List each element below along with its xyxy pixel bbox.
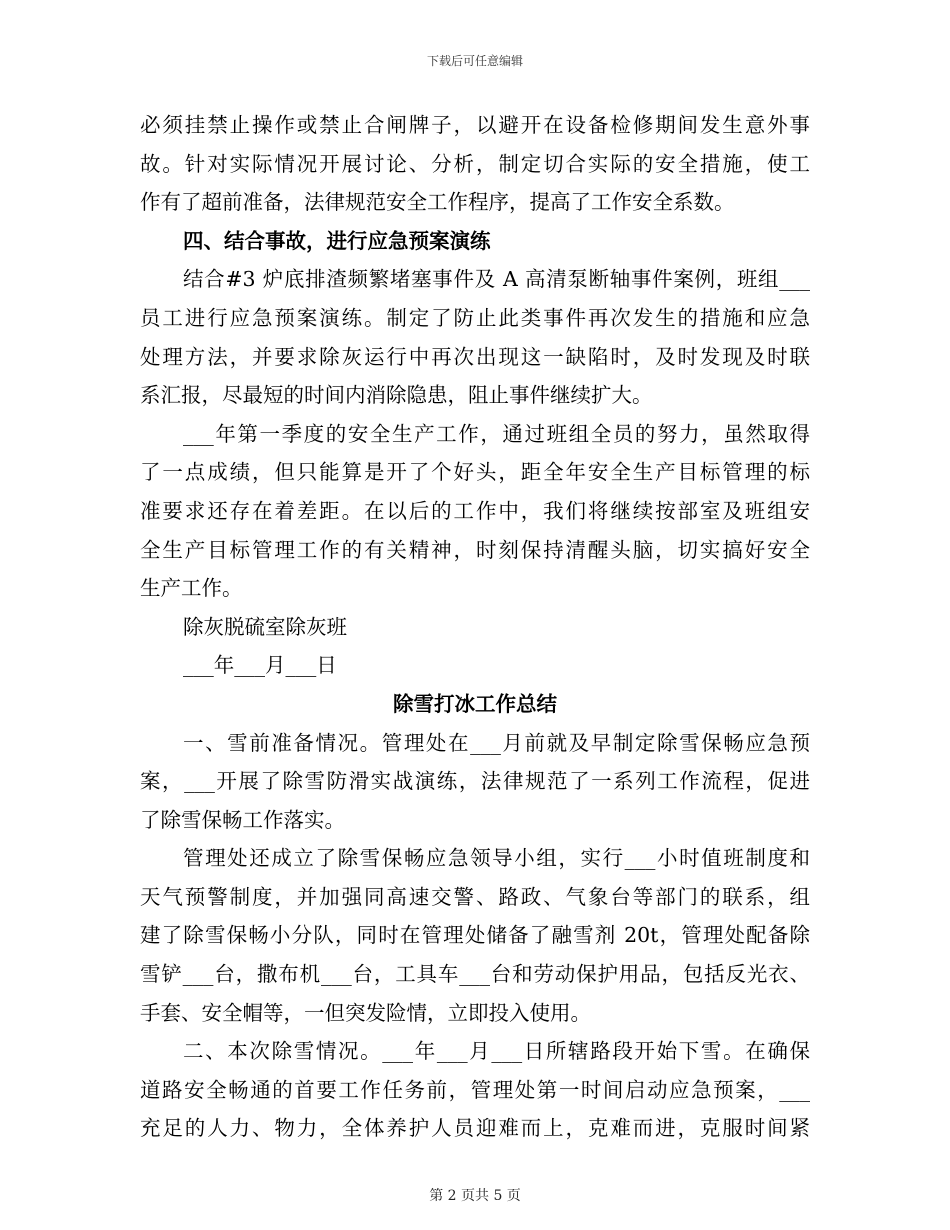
signature-department: 除灰脱硫室除灰班 [183, 614, 347, 639]
signature-date: ___年___月___日 [183, 653, 337, 678]
body-line: 了一点成绩，但只能算是开了个好头，距全年安全生产目标管理的标 [140, 460, 810, 485]
body-line: 充足的人力、物力，全体养护人员迎难而上，克难而进，克服时间紧 [140, 1116, 810, 1141]
body-line: 案，___开展了除雪防滑实战演练，法律规范了一系列工作流程，促进 [140, 769, 810, 794]
body-line: 了除雪保畅工作落实。 [140, 807, 345, 832]
section-heading: 四、结合事故，进行应急预案演练 [183, 228, 491, 253]
body-line: 道路安全畅通的首要工作任务前，管理处第一时间启动应急预案，___ [140, 1077, 810, 1102]
body-line: 作有了超前准备，法律规范安全工作程序，提高了工作安全系数。 [140, 190, 735, 215]
body-line: 员工进行应急预案演练。制定了防止此类事件再次发生的措施和应急 [140, 305, 810, 330]
body-line: 准要求还存在着差距。在以后的工作中，我们将继续按部室及班组安 [140, 498, 810, 523]
body-line: 手套、安全帽等，一但突发险情，立即投入使用。 [140, 1000, 591, 1025]
body-line: 生产工作。 [140, 576, 243, 601]
body-line: 一、雪前准备情况。管理处在___月前就及早制定除雪保畅应急预 [183, 730, 810, 755]
body-line: ___年第一季度的安全生产工作，通过班组全员的努力，虽然取得 [183, 421, 810, 446]
body-line: 雪铲___台，撒布机___台，工具车___台和劳动保护用品，包括反光衣、 [140, 962, 810, 987]
body-line: 处理方法，并要求除灰运行中再次出现这一缺陷时，及时发现及时联 [140, 344, 810, 369]
body-line: 系汇报，尽最短的时间内消除隐患，阻止事件继续扩大。 [140, 383, 653, 408]
body-line: 必须挂禁止操作或禁止合闸牌子，以避开在设备检修期间发生意外事 [140, 113, 810, 137]
body-line: 全生产目标管理工作的有关精神，时刻保持清醒头脑，切实搞好安全 [140, 537, 810, 562]
document-body [140, 106, 810, 1148]
body-line: 二、本次除雪情况。___年___月___日所辖路段开始下雪。在确保 [183, 1039, 810, 1064]
body-line: 天气预警制度，并加强同高速交警、路政、气象台等部门的联系，组 [140, 884, 810, 909]
body-line: 建了除雪保畅小分队，同时在管理处储备了融雪剂 20t，管理处配备除 [140, 923, 810, 948]
document-title: 除雪打冰工作总结 [393, 691, 557, 716]
body-line: 管理处还成立了除雪保畅应急领导小组，实行___小时值班制度和 [183, 846, 810, 871]
page-header: 下载后可任意编辑 [426, 54, 523, 68]
body-line: 结合#3 炉底排渣频繁堵塞事件及 A 高清泵断轴事件案例，班组___ [183, 267, 810, 292]
page-footer: 第 2 页共 5 页 [429, 1188, 521, 1204]
body-line: 故。针对实际情况开展讨论、分析，制定切合实际的安全措施，使工 [140, 151, 810, 176]
